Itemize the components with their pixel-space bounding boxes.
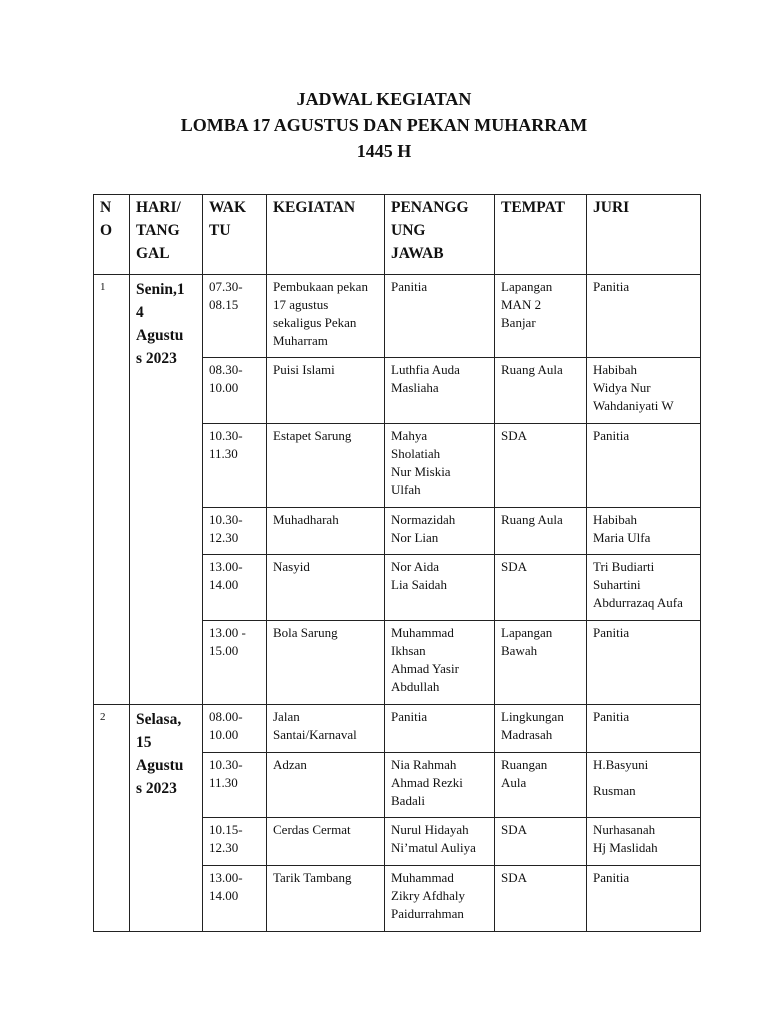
cell-pic: Panitia: [385, 275, 495, 358]
cell-activity: Adzan: [267, 753, 385, 818]
cell-pic: Nurul Hidayah Ni’matul Auliya: [385, 818, 495, 866]
header-judge: JURI: [587, 195, 701, 275]
header-no: N O: [94, 195, 130, 275]
cell-time: 10.30- 11.30: [203, 424, 267, 508]
header-place: TEMPAT: [495, 195, 587, 275]
cell-pic: Nor Aida Lia Saidah: [385, 555, 495, 621]
cell-place: SDA: [495, 424, 587, 508]
table-row: [94, 275, 701, 358]
cell-time: 10.30- 11.30: [203, 753, 267, 818]
title-line-2: LOMBA 17 AGUSTUS DAN PEKAN MUHARRAM: [180, 115, 588, 135]
cell-pic: Muhammad Ikhsan Ahmad Yasir Abdullah: [385, 621, 495, 705]
cell-judge: Panitia: [587, 424, 701, 508]
cell-place: SDA: [495, 866, 587, 932]
header-day: HARI/ TANG GAL: [130, 195, 203, 275]
cell-time: 13.00- 14.00: [203, 866, 267, 932]
cell-judge: Habibah Widya Nur Wahdaniyati W: [587, 358, 701, 424]
cell-judge: Tri Budiarti Suhartini Abdurrazaq Aufa: [587, 555, 701, 621]
cell-activity: Cerdas Cermat: [267, 818, 385, 866]
cell-time: 10.30- 12.30: [203, 508, 267, 555]
cell-time: 10.15- 12.30: [203, 818, 267, 866]
cell-judge: Nurhasanah Hj Maslidah: [587, 818, 701, 866]
header-activity: KEGIATAN: [267, 195, 385, 275]
cell-activity: Muhadharah: [267, 508, 385, 555]
cell-activity: Pembukaan pekan 17 agustus sekaligus Pekan Muharram: [267, 275, 385, 358]
cell-activity: Bola Sarung: [267, 621, 385, 705]
title-line-1: JADWAL KEGIATAN: [296, 89, 472, 109]
row-number: 2: [94, 705, 130, 932]
cell-activity: Tarik Tambang: [267, 866, 385, 932]
cell-activity: Jalan Santai/Karnaval: [267, 705, 385, 753]
cell-time: 07.30- 08.15: [203, 275, 267, 358]
header-pic: PENANGG UNG JAWAB: [385, 195, 495, 275]
cell-place: Ruang Aula: [495, 358, 587, 424]
cell-time: 08.30- 10.00: [203, 358, 267, 424]
cell-pic: Normazidah Nor Lian: [385, 508, 495, 555]
cell-pic: Luthfia Auda Masliaha: [385, 358, 495, 424]
cell-pic: Muhammad Zikry Afdhaly Paidurrahman: [385, 866, 495, 932]
cell-judge: Panitia: [587, 275, 701, 358]
judge-name: H.Basyuni: [593, 757, 649, 772]
cell-place: Lapangan Bawah: [495, 621, 587, 705]
header-time: WAK TU: [203, 195, 267, 275]
day-date: Selasa, 15 Agustu s 2023: [130, 705, 203, 932]
cell-place: SDA: [495, 555, 587, 621]
table-row: [94, 705, 701, 753]
cell-judge: Panitia: [587, 621, 701, 705]
day-date: Senin,1 4 Agustu s 2023: [130, 275, 203, 705]
cell-time: 13.00- 14.00: [203, 555, 267, 621]
cell-activity: Estapet Sarung: [267, 424, 385, 508]
cell-place: Lapangan MAN 2 Banjar: [495, 275, 587, 358]
document-title: [0, 86, 768, 164]
cell-activity: Puisi Islami: [267, 358, 385, 424]
cell-judge: Habibah Maria Ulfa: [587, 508, 701, 555]
cell-time: 13.00 - 15.00: [203, 621, 267, 705]
cell-activity: Nasyid: [267, 555, 385, 621]
schedule-table: [93, 194, 701, 932]
cell-pic: Panitia: [385, 705, 495, 753]
judge-name: Rusman: [593, 783, 636, 798]
cell-time: 08.00- 10.00: [203, 705, 267, 753]
cell-pic: Mahya Sholatiah Nur Miskia Ulfah: [385, 424, 495, 508]
cell-place: Lingkungan Madrasah: [495, 705, 587, 753]
row-number: 1: [94, 275, 130, 705]
cell-judge: Panitia: [587, 705, 701, 753]
cell-place: Ruang Aula: [495, 508, 587, 555]
cell-judge: Panitia: [587, 866, 701, 932]
title-line-3: 1445 H: [356, 141, 412, 161]
cell-place: SDA: [495, 818, 587, 866]
header-row: [94, 195, 701, 275]
cell-judge: [587, 753, 701, 818]
cell-place: Ruangan Aula: [495, 753, 587, 818]
cell-pic: Nia Rahmah Ahmad Rezki Badali: [385, 753, 495, 818]
